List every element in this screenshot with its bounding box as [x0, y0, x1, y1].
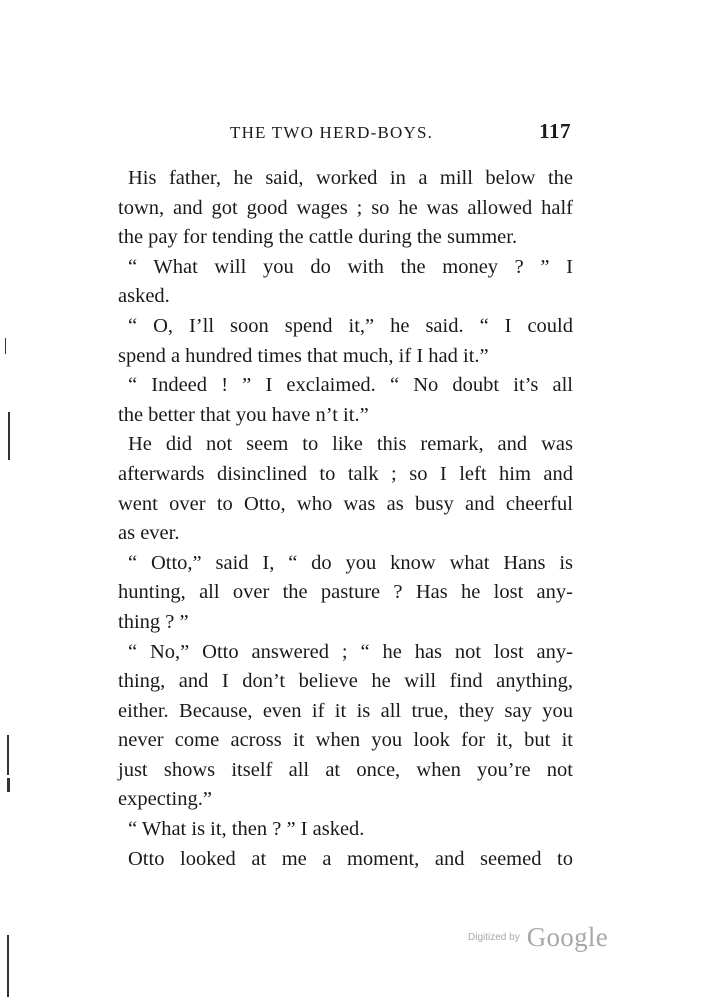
text-line: afterwards disinclined to talk ; so I left him and: [118, 462, 573, 485]
text-line: the pay for tending the cattle during the summer.: [118, 226, 518, 249]
text-line: just shows itself all at once, when you’re not: [118, 758, 573, 781]
body-text: [118, 164, 573, 874]
scan-edge-mark: [7, 778, 10, 792]
text-line: never come across it when you look for it, but it: [118, 729, 573, 752]
text-line: He did not seem to like this remark, and was: [128, 433, 573, 456]
text-line: “ O, I’ll soon spend it,” he said. “ I could: [128, 314, 573, 337]
digitized-by-watermark: [468, 922, 608, 953]
google-wordmark: Google: [526, 922, 608, 952]
text-line: Otto looked at me a moment, and seemed to: [128, 847, 573, 870]
text-line: expecting.”: [118, 788, 212, 811]
running-head: [118, 119, 573, 147]
text-line: the better that you have n’t it.”: [118, 403, 369, 426]
text-line: “ What is it, then ? ” I asked.: [128, 818, 365, 841]
scan-edge-mark: [7, 935, 9, 997]
text-line: either. Because, even if it is all true, they say you: [118, 699, 573, 722]
running-title: THE TWO HERD-BOYS.: [230, 123, 434, 142]
scan-edge-mark: [7, 735, 9, 775]
text-line: His father, he said, worked in a mill below the: [128, 167, 573, 189]
text-line: town, and got good wages ; so he was allowed half: [118, 196, 573, 219]
text-line: asked.: [118, 285, 170, 308]
scan-edge-mark: [5, 338, 6, 354]
text-line: “ Otto,” said I, “ do you know what Hans is: [128, 551, 573, 574]
text-line: “ What will you do with the money ? ” I: [128, 255, 573, 278]
text-line: “ No,” Otto answered ; “ he has not lost any-: [128, 640, 573, 663]
page-number: 117: [539, 119, 571, 143]
text-line: went over to Otto, who was as busy and cheerful: [118, 492, 573, 515]
text-line: spend a hundred times that much, if I had it.”: [118, 344, 489, 367]
text-line: as ever.: [118, 522, 180, 545]
digitized-by-label: Digitized by: [468, 932, 520, 943]
scan-edge-mark: [8, 412, 10, 460]
text-line: “ Indeed ! ” I exclaimed. “ No doubt it’s all: [128, 374, 573, 397]
text-line: hunting, all over the pasture ? Has he lost any-: [118, 581, 573, 604]
text-line: thing ? ”: [118, 610, 189, 633]
text-line: thing, and I don’t believe he will find anything,: [118, 670, 573, 693]
